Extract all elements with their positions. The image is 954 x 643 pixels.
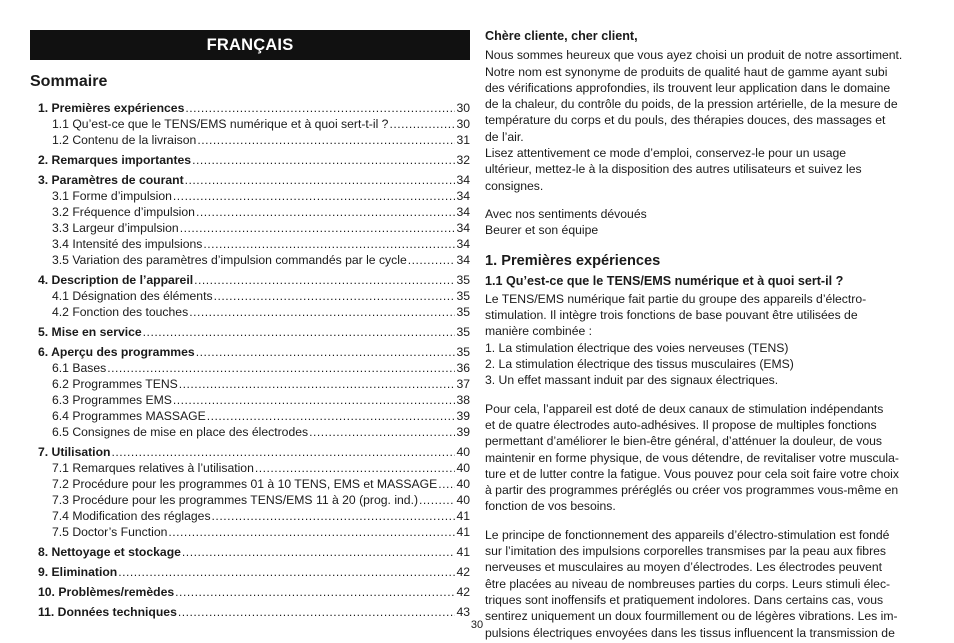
toc-subsection-entry[interactable] (30, 424, 470, 440)
toc-page-number: 42 (456, 565, 470, 579)
toc-leader-dots (175, 584, 455, 600)
toc-leader-dots (173, 392, 456, 408)
toc-entry-label: 1.1 Qu’est-ce que le TENS/EMS numérique et à quoi sert-t-il ? (52, 117, 389, 131)
toc-leader-dots (185, 100, 455, 116)
toc-page-number: 32 (456, 153, 470, 167)
toc-entry-label: 3.2 Fréquence d’impulsion (52, 205, 195, 219)
toc-section-entry[interactable] (30, 272, 470, 288)
paragraph-2 (485, 401, 925, 515)
toc-subsection-entry[interactable] (30, 116, 470, 132)
page-number: 30 (470, 619, 484, 631)
text-line: manière combinée : (485, 324, 593, 339)
toc-entry-label: 9. Elimination (38, 565, 118, 579)
toc-subsection-entry[interactable] (30, 492, 470, 508)
toc-group (30, 604, 470, 620)
toc-leader-dots (143, 324, 456, 340)
toc-leader-dots (203, 236, 455, 252)
toc-entry-label: 10. Problèmes/remèdes (38, 585, 175, 599)
toc-leader-dots (192, 152, 455, 168)
toc-subsection-entry[interactable] (30, 408, 470, 424)
toc-page-number: 35 (456, 289, 470, 303)
toc-entry-label: 6.3 Programmes EMS (52, 393, 172, 407)
text-line: température du corps et du pouls, des thérapies douces, des massages et (485, 113, 886, 128)
toc-subsection-entry[interactable] (30, 508, 470, 524)
toc-page-number: 31 (456, 133, 470, 147)
toc-leader-dots (196, 344, 456, 360)
toc-entry-label: 11. Données techniques (38, 605, 177, 619)
toc-entry-label: 4.2 Fonction des touches (52, 305, 189, 319)
toc-entry-label: 1. Premières expériences (38, 101, 185, 115)
toc-entry-label: 4. Description de l’appareil (38, 273, 194, 287)
toc-subsection-entry[interactable] (30, 304, 470, 320)
toc-entry-label: 7.5 Doctor’s Function (52, 525, 168, 539)
toc-leader-dots (107, 360, 455, 376)
text-line: maintenir en forme physique, de vous détendre, de revitaliser votre muscula- (485, 450, 899, 465)
toc-entry-label: 7.4 Modification des réglages (52, 509, 211, 523)
toc-entry-label: 7.1 Remarques relatives à l’utilisation (52, 461, 254, 475)
toc-subsection-entry[interactable] (30, 188, 470, 204)
toc-entry-label: 7.2 Procédure pour les programmes 01 à 10 TENS, EMS et MASSAGE (52, 477, 438, 491)
toc-group (30, 172, 470, 268)
toc-leader-dots (178, 604, 456, 620)
toc-entry-label: 6.5 Consignes de mise en place des électrodes (52, 425, 309, 439)
toc-subsection-entry[interactable] (30, 236, 470, 252)
toc-entry-label: 1.2 Contenu de la livraison (52, 133, 197, 147)
intro-paragraph (485, 47, 925, 194)
toc-subsection-entry[interactable] (30, 376, 470, 392)
toc-page-number: 34 (456, 173, 470, 187)
list-item: 3. Un effet massant induit par des signaux électriques. (485, 373, 779, 388)
toc-group (30, 324, 470, 340)
text-line: des vérifications approfondies, ils trouvent leur application dans le domaine (485, 80, 891, 95)
toc-section-entry[interactable] (30, 172, 470, 188)
text-line: Lisez attentivement ce mode d’emploi, conservez-le pour un usage (485, 146, 847, 161)
toc-subsection-entry[interactable] (30, 288, 470, 304)
text-line: de la chaleur, du contrôle du poids, de la pression artérielle, de la mesure de (485, 97, 898, 112)
toc-section-entry[interactable] (30, 544, 470, 560)
toc-subsection-entry[interactable] (30, 460, 470, 476)
toc-leader-dots (309, 424, 455, 440)
list-item: 2. La stimulation électrique des tissus musculaires (EMS) (485, 357, 794, 372)
toc-page-number: 30 (456, 117, 470, 131)
toc-subsection-entry[interactable] (30, 252, 470, 268)
text-line: Nous sommes heureux que vous ayez choisi un produit de notre assortiment. (485, 48, 903, 63)
spacer (485, 515, 925, 527)
text-line: permettant d’améliorer le bien-être général, d’atténuer la douleur, de vous (485, 434, 883, 449)
toc-group (30, 564, 470, 580)
text-line: de l’air. (485, 129, 524, 144)
toc-group (30, 272, 470, 320)
toc-entry-label: 6.2 Programmes TENS (52, 377, 178, 391)
toc-entry-label: 5. Mise en service (38, 325, 142, 339)
toc-page-number: 41 (456, 525, 470, 539)
toc-group (30, 100, 470, 148)
toc-subsection-entry[interactable] (30, 360, 470, 376)
toc-entry-label: 3.3 Largeur d’impulsion (52, 221, 179, 235)
toc-leader-dots (168, 524, 455, 540)
subsection-title: 1.1 Qu’est-ce que le TENS/EMS numérique et à quoi sert-il ? (485, 273, 844, 288)
toc-entry-label: 4.1 Désignation des éléments (52, 289, 213, 303)
toc-subsection-entry[interactable] (30, 392, 470, 408)
toc-leader-dots (182, 544, 456, 560)
toc-page-number: 34 (456, 189, 470, 203)
text-line: Notre nom est synonyme de produits de qualité haut de gamme ayant subi (485, 64, 888, 79)
toc-leader-dots (408, 252, 456, 268)
toc-section-entry[interactable] (30, 324, 470, 340)
text-line: ultérieur, mettez-le à la disposition des autres utilisateurs et suivez les (485, 162, 862, 177)
text-line: Le principe de fonctionnement des appareils d’électro-stimulation est fondé (485, 527, 890, 542)
toc-group (30, 344, 470, 440)
toc-leader-dots (189, 304, 455, 320)
toc-leader-dots (207, 408, 456, 424)
text-line: fonction de vos besoins. (485, 499, 616, 514)
toc-subsection-entry[interactable] (30, 204, 470, 220)
toc-leader-dots (197, 132, 455, 148)
toc-group (30, 444, 470, 540)
toc-page-number: 34 (456, 237, 470, 251)
toc-leader-dots (389, 116, 455, 132)
toc-leader-dots (111, 444, 455, 460)
toc-leader-dots (179, 376, 456, 392)
toc-entry-label: 3. Paramètres de courant (38, 173, 184, 187)
toc-page-number: 35 (456, 305, 470, 319)
toc-group (30, 544, 470, 560)
toc-section-entry[interactable] (30, 584, 470, 600)
toc-entry-label: 7.3 Procédure pour les programmes TENS/EMS 11 à 20 (prog. ind.) (52, 493, 419, 507)
toc-page-number: 39 (456, 425, 470, 439)
paragraph-1 (485, 291, 925, 340)
toc-page-number: 38 (456, 393, 470, 407)
toc-entry-label: 2. Remarques importantes (38, 153, 192, 167)
toc-page-number: 34 (456, 221, 470, 235)
toc-subsection-entry[interactable] (30, 524, 470, 540)
text-line: à partir des programmes préréglés ou créer vos programmes vous-même en (485, 483, 899, 498)
functions-list (485, 340, 925, 389)
toc-entry-label: 7. Utilisation (38, 445, 111, 459)
toc-entry-label: 6.4 Programmes MASSAGE (52, 409, 206, 423)
toc-page-number: 37 (456, 377, 470, 391)
toc-page-number: 42 (456, 585, 470, 599)
toc-page-number: 43 (456, 605, 470, 619)
toc-page-number: 35 (456, 325, 470, 339)
signature-line: Avec nos sentiments dévoués (485, 206, 647, 221)
toc-page-number: 30 (456, 101, 470, 115)
text-line: ture et de lutter contre la fatigue. Vous pouvez pour cela soit faire votre choix (485, 466, 899, 481)
toc-leader-dots (419, 492, 455, 508)
text-line: Le TENS/EMS numérique fait partie du groupe des appareils d’électro- (485, 291, 867, 306)
list-item: 1. La stimulation électrique des voies nerveuses (TENS) (485, 340, 789, 355)
toc-group (30, 152, 470, 168)
toc-subsection-entry[interactable] (30, 132, 470, 148)
toc-entry-label: 3.4 Intensité des impulsions (52, 237, 203, 251)
toc-page-number: 41 (456, 509, 470, 523)
text-line: pulsions électriques envoyées dans les tissus influencent la transmission de (485, 625, 895, 640)
toc-page-number: 40 (456, 493, 470, 507)
toc-section-entry[interactable] (30, 100, 470, 116)
text-line: consignes. (485, 178, 544, 193)
toc-group (30, 584, 470, 600)
toc-page-number: 36 (456, 361, 470, 375)
toc-section-entry[interactable] (30, 152, 470, 168)
text-line: stimulation. Il intègre trois fonctions de base pouvant être utilisées de (485, 308, 858, 323)
text-line: nerveuses et musculaires au moyen d’électrodes. Les électrodes peuvent (485, 560, 882, 575)
text-line: et de quatre électrodes auto-adhésives. Il propose de multiples fonctions (485, 417, 877, 432)
toc-leader-dots (214, 288, 456, 304)
toc-leader-dots (255, 460, 456, 476)
spacer (485, 194, 925, 206)
toc-subsection-entry[interactable] (30, 220, 470, 236)
toc-page-number: 35 (456, 273, 470, 287)
left-column (30, 30, 470, 624)
toc-entry-label: 8. Nettoyage et stockage (38, 545, 181, 559)
toc-page-number: 39 (456, 409, 470, 423)
toc-leader-dots (173, 188, 456, 204)
toc-page-number: 34 (456, 205, 470, 219)
toc-entry-label: 6.1 Bases (52, 361, 107, 375)
toc-section-entry[interactable] (30, 444, 470, 460)
toc-entry-label: 6. Aperçu des programmes (38, 345, 195, 359)
toc-page-number: 40 (456, 477, 470, 491)
toc-page-number: 35 (456, 345, 470, 359)
toc-page-number: 41 (456, 545, 470, 559)
toc-section-entry[interactable] (30, 564, 470, 580)
toc-entry-label: 3.1 Forme d’impulsion (52, 189, 172, 203)
toc-leader-dots (185, 172, 456, 188)
toc-leader-dots (196, 204, 455, 220)
toc-leader-dots (180, 220, 456, 236)
text-line: sentirez uniquement un doux fourmillement ou de légères vibrations. Les im- (485, 609, 898, 624)
toc-leader-dots (212, 508, 456, 524)
text-line: sur l’imitation des impulsions corporelles transmises par la peau aux fibres (485, 544, 887, 559)
section-title: 1. Premières expériences (485, 252, 661, 269)
toc-section-entry[interactable] (30, 604, 470, 620)
text-line: être placées au niveau de nombreuses parties du corps. Leurs stimuli élec- (485, 576, 891, 591)
toc-page-number: 40 (456, 461, 470, 475)
language-header: FRANÇAIS (30, 30, 470, 60)
toc-leader-dots (438, 476, 455, 492)
toc-section-entry[interactable] (30, 344, 470, 360)
signature-line: Beurer et son équipe (485, 223, 599, 238)
text-line: Pour cela, l’appareil est doté de deux canaux de stimulation indépendants (485, 401, 884, 416)
greeting: Chère cliente, cher client, (485, 29, 638, 43)
toc-leader-dots (194, 272, 455, 288)
spacer (485, 389, 925, 401)
toc-title: Sommaire (30, 73, 108, 90)
right-column (485, 28, 925, 641)
text-line: triques sont inoffensifs et pratiquement indolores. Dans certains cas, vous (485, 592, 884, 607)
table-of-contents (30, 100, 470, 620)
signature-block (485, 206, 925, 239)
toc-page-number: 40 (456, 445, 470, 459)
toc-page-number: 34 (456, 253, 470, 267)
toc-subsection-entry[interactable] (30, 476, 470, 492)
toc-leader-dots (118, 564, 455, 580)
toc-entry-label: 3.5 Variation des paramètres d’impulsion commandés par le cycle (52, 253, 407, 267)
